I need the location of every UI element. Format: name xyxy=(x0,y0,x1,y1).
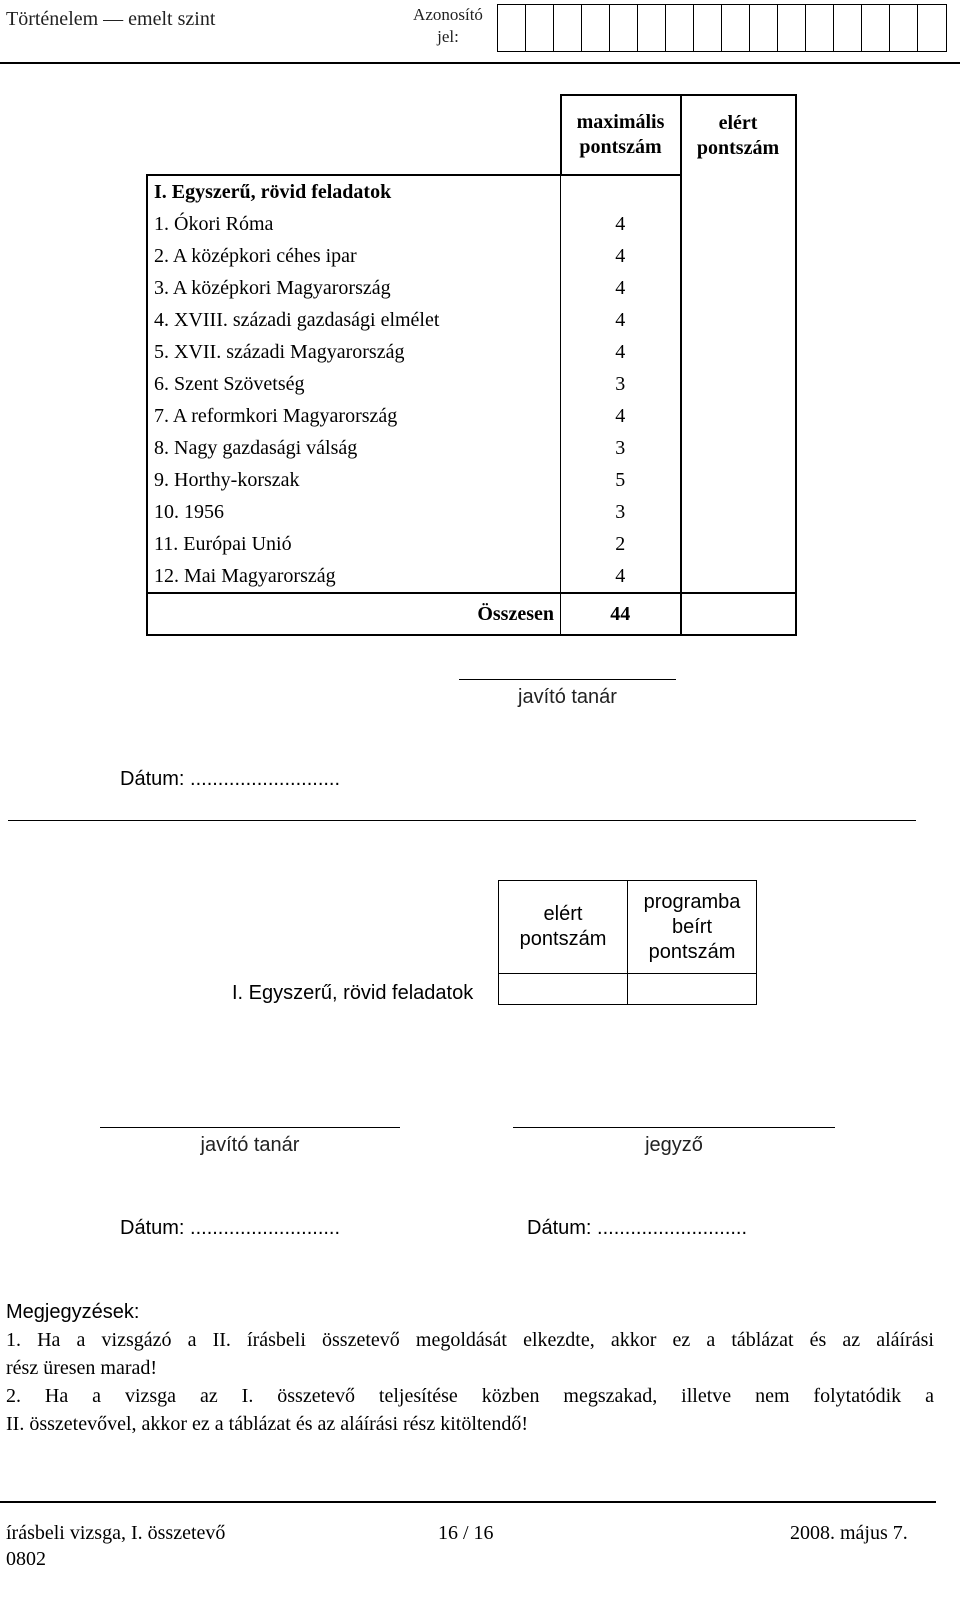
task-max-points: 2 xyxy=(561,528,681,560)
table-row xyxy=(147,336,796,368)
task-name: 10. 1956 xyxy=(147,496,561,528)
table-row xyxy=(147,208,796,240)
t2-row-label: I. Egyszerű, rövid feladatok xyxy=(232,981,474,1004)
reached-cell[interactable] xyxy=(681,464,796,496)
id-digit-box[interactable] xyxy=(526,5,554,51)
task-max-points: 4 xyxy=(561,272,681,304)
total-label: Összesen xyxy=(147,593,561,635)
reached-cell[interactable] xyxy=(681,272,796,304)
footer-rule xyxy=(0,1501,936,1503)
signature-line-1 xyxy=(459,679,676,680)
id-digit-box[interactable] xyxy=(806,5,834,51)
footer-page: 16 / 16 xyxy=(438,1522,494,1544)
task-name: 3. A középkori Magyarország xyxy=(147,272,561,304)
task-name: 5. XVII. századi Magyarország xyxy=(147,336,561,368)
task-max-points: 4 xyxy=(561,208,681,240)
task-max-points: 5 xyxy=(561,464,681,496)
id-digit-box[interactable] xyxy=(862,5,890,51)
id-digit-box[interactable] xyxy=(722,5,750,51)
reached-cell[interactable] xyxy=(681,240,796,272)
id-boxes[interactable] xyxy=(497,4,947,52)
id-digit-box[interactable] xyxy=(778,5,806,51)
header-rule xyxy=(0,62,960,64)
table-row xyxy=(147,240,796,272)
total-reached-cell[interactable] xyxy=(681,593,796,635)
col-reached-header: elért pontszám xyxy=(681,95,796,175)
date-field-notary[interactable]: Dátum: ........................... xyxy=(527,1217,748,1239)
task-name: 11. Európai Unió xyxy=(147,528,561,560)
note-1-line-1: 1. Ha a vizsgázó a II. írásbeli összetevő megoldását elkezdte, akkor ez a táblázat és az aláírási xyxy=(6,1329,934,1351)
note-1-line-2: rész üresen marad! xyxy=(6,1357,158,1379)
task-name: 2. A középkori céhes ipar xyxy=(147,240,561,272)
notes-heading: Megjegyzések: xyxy=(6,1301,140,1323)
id-digit-box[interactable] xyxy=(638,5,666,51)
table-row xyxy=(147,496,796,528)
t2-col-reached: elért pontszám xyxy=(499,881,628,974)
reached-cell[interactable] xyxy=(681,175,796,208)
total-value: 44 xyxy=(561,593,681,635)
task-name: 1. Ókori Róma xyxy=(147,208,561,240)
reached-cell[interactable] xyxy=(681,560,796,593)
task-name: 12. Mai Magyarország xyxy=(147,560,561,593)
notes-section xyxy=(6,1298,934,1438)
col-max-header: maximális pontszám xyxy=(561,95,681,175)
footer-left xyxy=(6,1520,225,1572)
table-row xyxy=(147,432,796,464)
signature-line-teacher xyxy=(100,1127,400,1128)
task-max-points: 4 xyxy=(561,304,681,336)
id-label: Azonosító jel: xyxy=(413,5,483,46)
task-name: 7. A reformkori Magyarország xyxy=(147,400,561,432)
id-digit-box[interactable] xyxy=(498,5,526,51)
table-row xyxy=(147,464,796,496)
table-row xyxy=(147,304,796,336)
id-digit-box[interactable] xyxy=(582,5,610,51)
id-digit-box[interactable] xyxy=(666,5,694,51)
date-field-1[interactable]: Dátum: ........................... xyxy=(120,768,341,790)
task-max-points: 3 xyxy=(561,496,681,528)
task-max-points: 4 xyxy=(561,560,681,593)
t2-col-entered: programba beírt pontszám xyxy=(628,881,757,974)
reached-cell[interactable] xyxy=(681,496,796,528)
id-digit-box[interactable] xyxy=(694,5,722,51)
task-name: 8. Nagy gazdasági válság xyxy=(147,432,561,464)
table-row xyxy=(147,560,796,593)
task-max-points: 3 xyxy=(561,368,681,400)
reached-cell[interactable] xyxy=(681,336,796,368)
t2-entered-cell[interactable] xyxy=(628,974,757,1005)
task-name: 4. XVIII. századi gazdasági elmélet xyxy=(147,304,561,336)
task-name: 6. Szent Szövetség xyxy=(147,368,561,400)
date-field-teacher[interactable]: Dátum: ........................... xyxy=(120,1217,341,1239)
footer-exam-type: írásbeli vizsga, I. összetevő xyxy=(6,1522,226,1544)
signature-caption-1: javító tanár xyxy=(518,686,617,708)
task-max-points: 4 xyxy=(561,336,681,368)
footer-code: 0802 xyxy=(6,1548,46,1570)
id-digit-box[interactable] xyxy=(554,5,582,51)
note-2-line-1: 2. Ha a vizsga az I. összetevő teljesítése közben megszakad, illetve nem folytatódik a xyxy=(6,1385,934,1407)
table-row xyxy=(147,368,796,400)
divider-line xyxy=(8,820,916,821)
entry-table xyxy=(226,880,757,1005)
signature-caption-teacher: javító tanár xyxy=(200,1134,300,1156)
reached-cell[interactable] xyxy=(681,528,796,560)
id-digit-box[interactable] xyxy=(750,5,778,51)
task-max-points: 4 xyxy=(561,400,681,432)
id-digit-box[interactable] xyxy=(918,5,946,51)
id-digit-box[interactable] xyxy=(834,5,862,51)
task-max-points: 4 xyxy=(561,240,681,272)
signature-caption-notary: jegyző xyxy=(645,1134,703,1156)
reached-cell[interactable] xyxy=(681,432,796,464)
signature-line-notary xyxy=(513,1127,835,1128)
reached-cell[interactable] xyxy=(681,208,796,240)
table-row xyxy=(147,528,796,560)
table-corner xyxy=(147,95,561,175)
reached-cell[interactable] xyxy=(681,304,796,336)
t2-reached-cell[interactable] xyxy=(499,974,628,1005)
table-row xyxy=(147,272,796,304)
total-row xyxy=(147,593,796,635)
task-max-points: 3 xyxy=(561,432,681,464)
score-table xyxy=(146,94,797,636)
footer-date: 2008. május 7. xyxy=(790,1522,908,1544)
reached-cell[interactable] xyxy=(681,400,796,432)
section-label: I. Egyszerű, rövid feladatok xyxy=(147,175,561,208)
id-digit-box[interactable] xyxy=(890,5,918,51)
note-2-line-2: II. összetevővel, akkor ez a táblázat és az aláírási rész kitöltendő! xyxy=(6,1413,528,1435)
section-max-cell xyxy=(561,175,681,208)
task-name: 9. Horthy-korszak xyxy=(147,464,561,496)
header-title: Történelem — emelt szint xyxy=(6,8,216,30)
reached-cell[interactable] xyxy=(681,368,796,400)
table-row xyxy=(147,400,796,432)
id-digit-box[interactable] xyxy=(610,5,638,51)
